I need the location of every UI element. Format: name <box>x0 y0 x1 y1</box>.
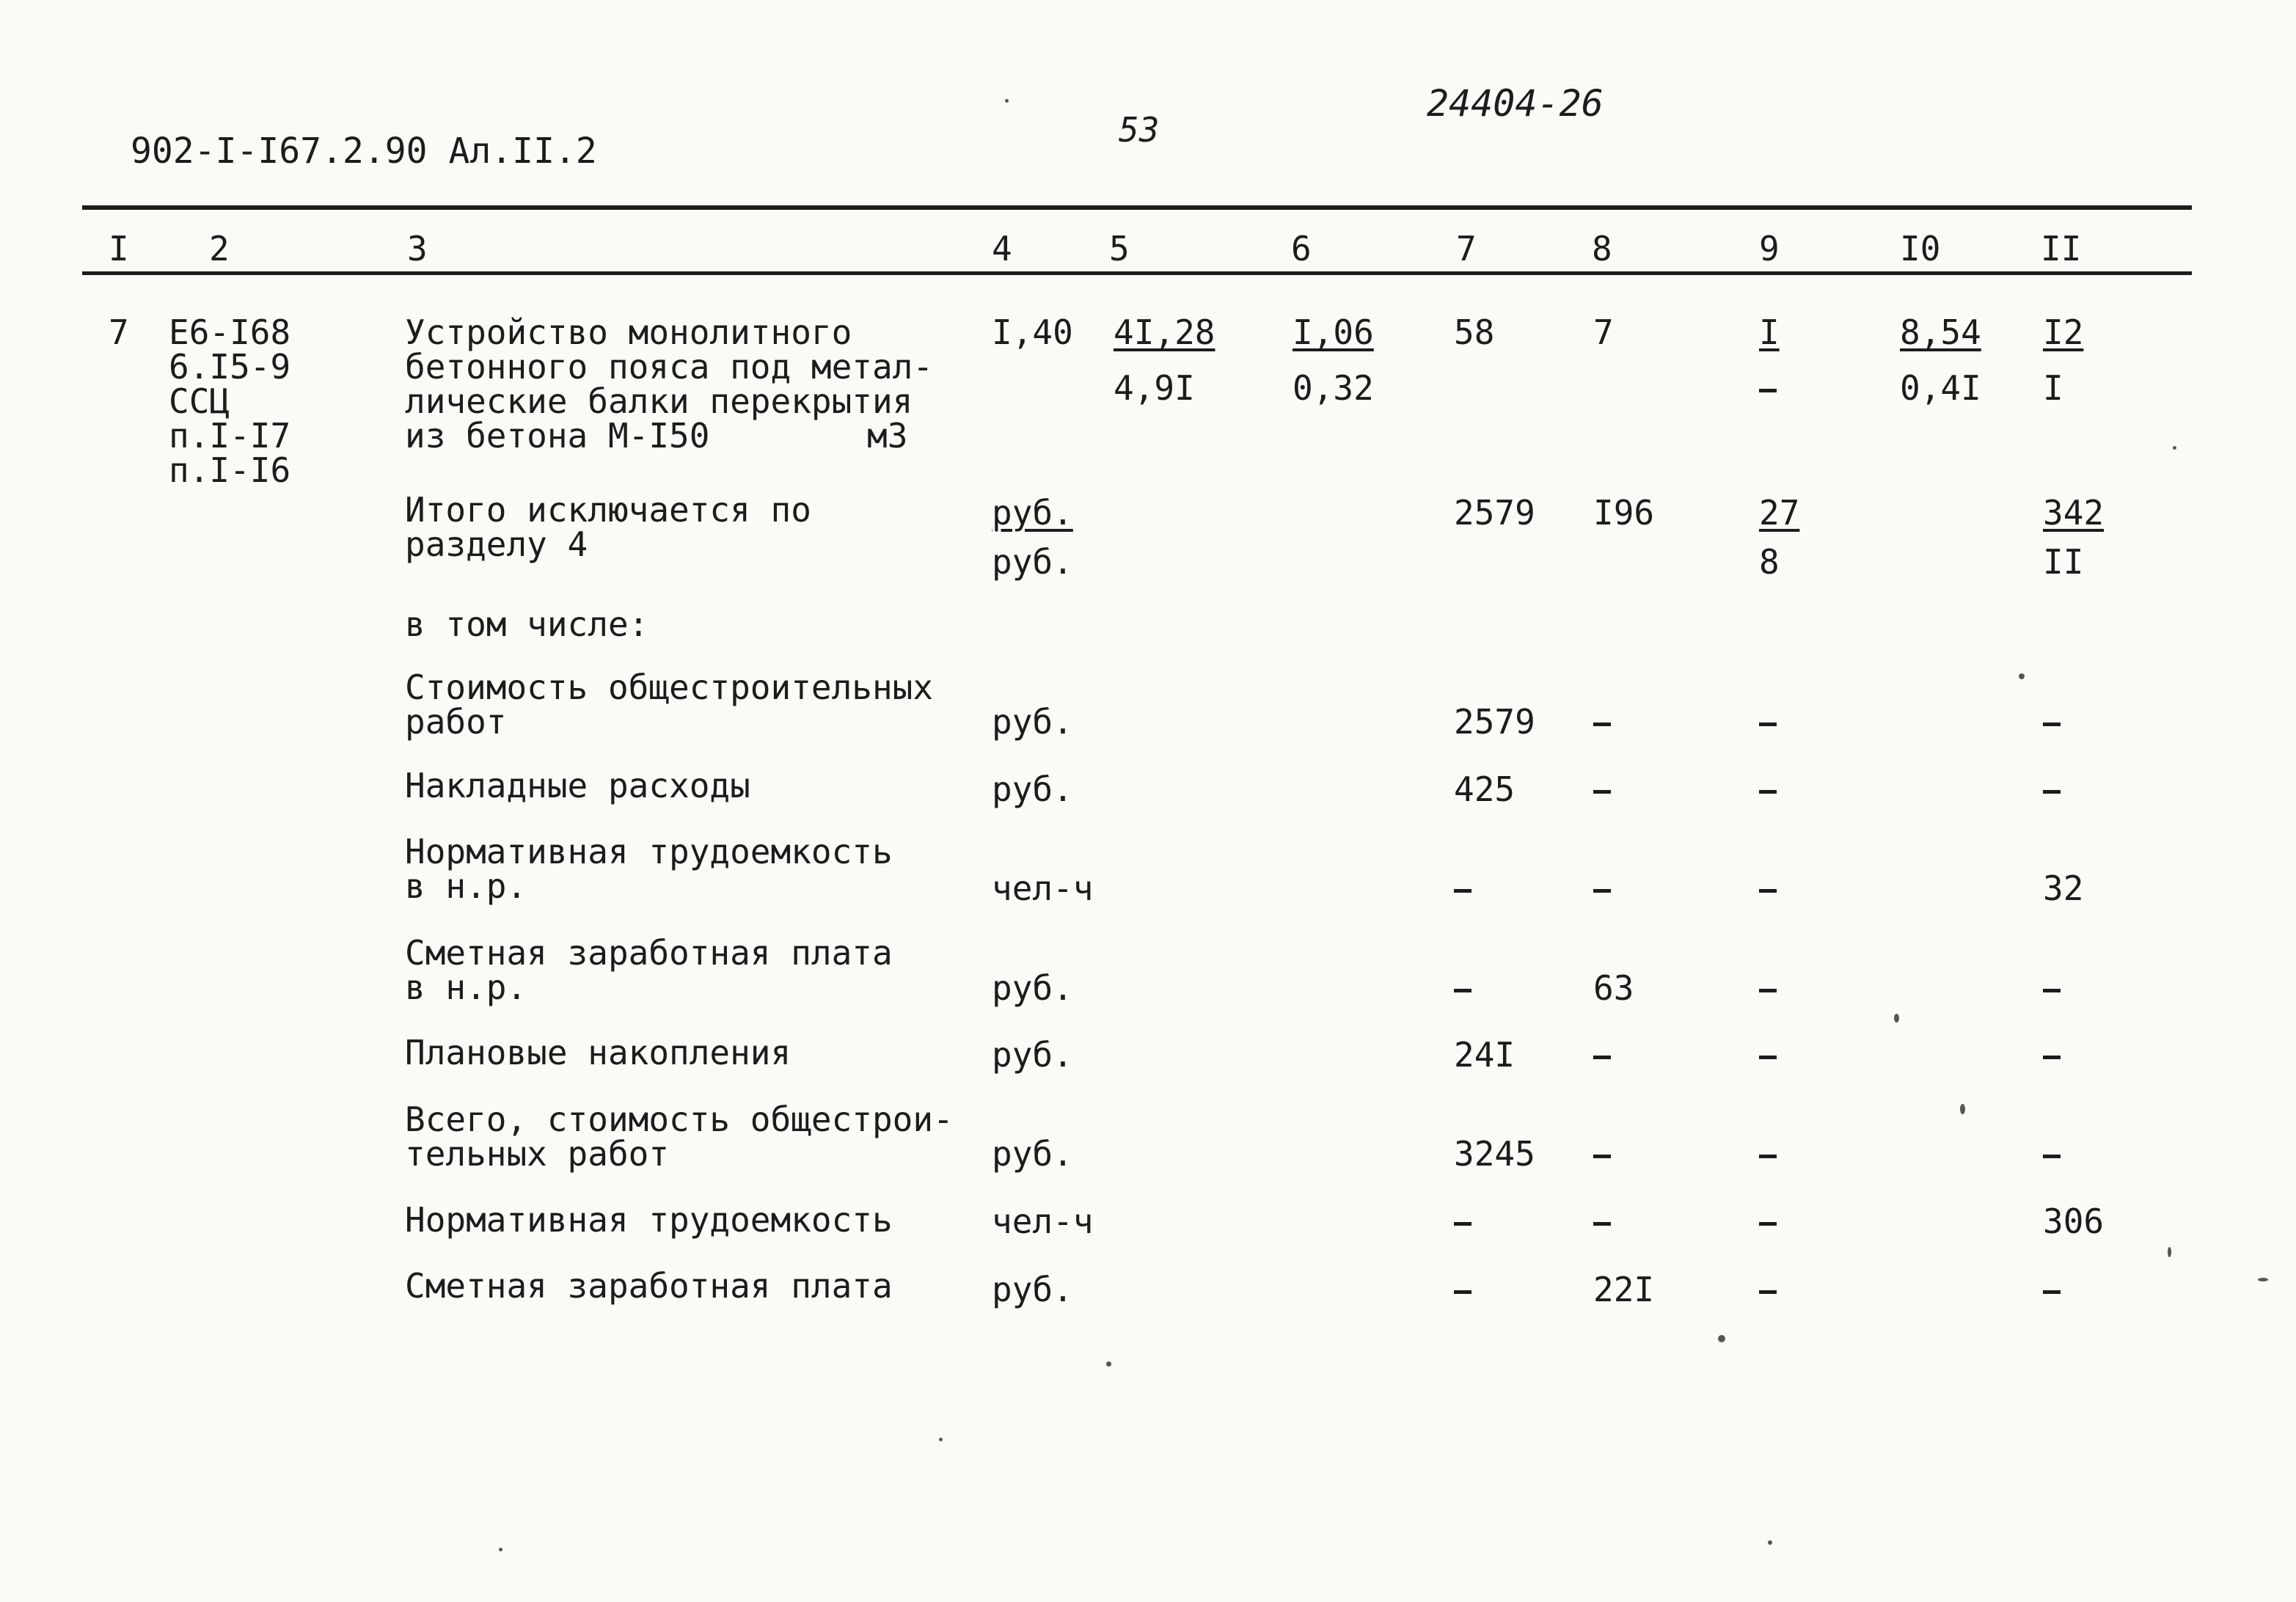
item-c10-bottom: 0,4I <box>1900 368 1981 408</box>
description-line: Устройство монолитного <box>405 312 852 352</box>
column-number: II <box>2041 229 2082 268</box>
column-number: 2 <box>209 229 230 268</box>
breakdown-label-line: Сметная заработная плата <box>405 1266 893 1306</box>
row-number: 7 <box>109 312 129 352</box>
total-unit-top: руб. <box>992 493 1073 533</box>
item-c11-bottom: I <box>2043 368 2063 408</box>
breakdown-c9 <box>1759 705 1777 739</box>
breakdown-label-line: Нормативная трудоемкость <box>405 1200 893 1240</box>
breakdown-unit: руб. <box>992 968 1073 1008</box>
dash-mark <box>1759 723 1777 726</box>
dash-mark <box>1759 1222 1777 1226</box>
item-quantity: I,40 <box>992 312 1073 352</box>
breakdown-label-line: в н.р. <box>405 968 527 1007</box>
breakdown-unit: руб. <box>992 1270 1073 1309</box>
dash-mark <box>1759 790 1777 794</box>
dash-mark <box>1593 1155 1611 1158</box>
item-codes <box>169 312 291 490</box>
item-c6-bottom: 0,32 <box>1293 368 1374 408</box>
dash-mark <box>2043 1290 2061 1294</box>
dash-mark <box>1593 1056 1611 1059</box>
breakdown-unit: руб. <box>992 769 1073 809</box>
breakdown-label-line: Стоимость общестроительных <box>405 668 934 707</box>
breakdown-c7: 3245 <box>1454 1134 1535 1174</box>
item-unit: м3 <box>867 416 908 456</box>
breakdown-c8: 22I <box>1593 1270 1655 1309</box>
breakdown-label <box>405 668 934 742</box>
breakdown-c9 <box>1759 871 1777 906</box>
breakdown-c11 <box>2043 1273 2061 1307</box>
breakdown-label <box>405 1200 893 1240</box>
breakdown-unit: руб. <box>992 1134 1073 1174</box>
dash-mark <box>1593 1222 1611 1226</box>
item-c9-top: I <box>1759 312 1780 352</box>
breakdown-c8 <box>1593 1137 1611 1171</box>
breakdown-label-line: Всего, стоимость общестрои- <box>405 1100 954 1139</box>
breakdown-c11: 32 <box>2043 868 2084 908</box>
breakdown-c7: 425 <box>1454 769 1516 809</box>
dash-mark <box>1454 889 1471 893</box>
column-number: I <box>109 229 129 268</box>
dash-mark <box>1759 389 1777 392</box>
dash-mark <box>1759 989 1777 992</box>
breakdown-c7: 2579 <box>1454 702 1535 742</box>
breakdown-c7 <box>1454 1204 1471 1239</box>
breakdown-c9 <box>1759 971 1777 1006</box>
item-c6-top: I,06 <box>1293 312 1374 352</box>
breakdown-label-line: Нормативная трудоемкость <box>405 832 893 871</box>
breakdown-c11 <box>2043 1137 2061 1171</box>
breakdown-unit: руб. <box>992 702 1073 742</box>
total-unit-bottom: руб. <box>992 542 1073 582</box>
breakdown-c11 <box>2043 971 2061 1006</box>
breakdown-unit: чел-ч <box>992 868 1094 908</box>
column-number: 6 <box>1291 229 1312 268</box>
breakdown-label <box>405 1033 791 1072</box>
breakdown-label <box>405 1266 893 1306</box>
column-number: 4 <box>992 229 1012 268</box>
description-line: лические балки перекрытия <box>405 381 913 421</box>
description-line: из бетона М-I50 <box>405 416 710 456</box>
total-c9-bottom: 8 <box>1759 542 1780 582</box>
item-c11-top: I2 <box>2043 312 2084 352</box>
description-line: бетонного пояса под метал- <box>405 347 934 387</box>
column-number: 8 <box>1592 229 1612 268</box>
dash-mark <box>1593 790 1611 794</box>
item-c9-bottom <box>1759 371 1777 406</box>
breakdown-c11 <box>2043 772 2061 807</box>
total-c9-top: 27 <box>1759 493 1800 533</box>
item-description <box>405 312 934 456</box>
breakdown-c9 <box>1759 1038 1777 1072</box>
breakdown-c8 <box>1593 705 1611 739</box>
dash-mark <box>1454 989 1471 992</box>
item-code: п.I-I6 <box>169 450 291 490</box>
item-code: п.I-I7 <box>169 416 291 456</box>
dash-mark <box>2043 723 2061 726</box>
dash-mark <box>2043 1155 2061 1158</box>
total-label-line: разделу 4 <box>405 524 588 564</box>
item-c5-bottom: 4,9I <box>1114 368 1195 408</box>
breakdown-c7: 24I <box>1454 1035 1516 1075</box>
breakdown-c8: 63 <box>1593 968 1634 1008</box>
item-code: Е6-I68 <box>169 312 291 352</box>
breakdown-c11 <box>2043 1038 2061 1072</box>
dash-mark <box>1454 1290 1471 1294</box>
dash-mark <box>1759 1155 1777 1158</box>
item-code: 6.I5-9 <box>169 347 291 387</box>
item-c8: 7 <box>1593 312 1614 352</box>
total-c11-top: 342 <box>2043 493 2105 533</box>
dash-mark <box>1454 1222 1471 1226</box>
breakdown-label-line: Плановые накопления <box>405 1033 791 1072</box>
document-code: 902-I-I67.2.90 Ал.II.2 <box>131 131 597 172</box>
breakdown-c9 <box>1759 1204 1777 1239</box>
including-label: в том числе: <box>405 604 649 644</box>
breakdown-c8 <box>1593 1204 1611 1239</box>
breakdown-unit: чел-ч <box>992 1202 1094 1241</box>
table-header-rule <box>82 271 2192 275</box>
breakdown-c7 <box>1454 871 1471 906</box>
breakdown-label-line: тельных работ <box>405 1134 670 1174</box>
item-c7: 58 <box>1454 312 1495 352</box>
total-c11-bottom: II <box>2043 542 2084 582</box>
dash-mark <box>2043 790 2061 794</box>
dash-mark <box>2043 1056 2061 1059</box>
breakdown-c11: 306 <box>2043 1202 2105 1241</box>
column-number: 3 <box>407 229 428 268</box>
column-number: 9 <box>1759 229 1780 268</box>
column-number: 7 <box>1456 229 1477 268</box>
breakdown-label-line: работ <box>405 702 507 742</box>
dash-mark <box>2043 989 2061 992</box>
dash-mark <box>1593 723 1611 726</box>
breakdown-c9 <box>1759 772 1777 807</box>
breakdown-c8 <box>1593 1038 1611 1072</box>
item-code: ССЦ <box>169 381 230 421</box>
total-label <box>405 490 811 564</box>
breakdown-c11 <box>2043 705 2061 739</box>
item-c10-top: 8,54 <box>1900 312 1981 352</box>
total-c7: 2579 <box>1454 493 1535 533</box>
item-c5-top: 4I,28 <box>1114 312 1215 352</box>
breakdown-label-line: Сметная заработная плата <box>405 933 893 973</box>
breakdown-label <box>405 1100 954 1174</box>
breakdown-c8 <box>1593 871 1611 906</box>
breakdown-c7 <box>1454 1273 1471 1307</box>
breakdown-label <box>405 766 750 805</box>
total-c8: I96 <box>1593 493 1655 533</box>
column-number: 5 <box>1109 229 1130 268</box>
breakdown-c9 <box>1759 1137 1777 1171</box>
breakdown-c8 <box>1593 772 1611 807</box>
dash-mark <box>1759 889 1777 893</box>
dash-mark <box>1593 889 1611 893</box>
breakdown-label <box>405 933 893 1007</box>
breakdown-c9 <box>1759 1273 1777 1307</box>
column-number: I0 <box>1900 229 1941 268</box>
dash-mark <box>1759 1290 1777 1294</box>
table-top-rule <box>82 205 2192 210</box>
page-number: 53 <box>1119 110 1160 150</box>
dash-mark <box>1759 1056 1777 1059</box>
archive-number: 24404-26 <box>1427 82 1604 125</box>
breakdown-c7 <box>1454 971 1471 1006</box>
breakdown-label-line: Накладные расходы <box>405 766 750 805</box>
breakdown-unit: руб. <box>992 1035 1073 1075</box>
breakdown-label <box>405 832 893 906</box>
total-label-line: Итого исключается по <box>405 490 811 530</box>
breakdown-label-line: в н.р. <box>405 866 527 906</box>
